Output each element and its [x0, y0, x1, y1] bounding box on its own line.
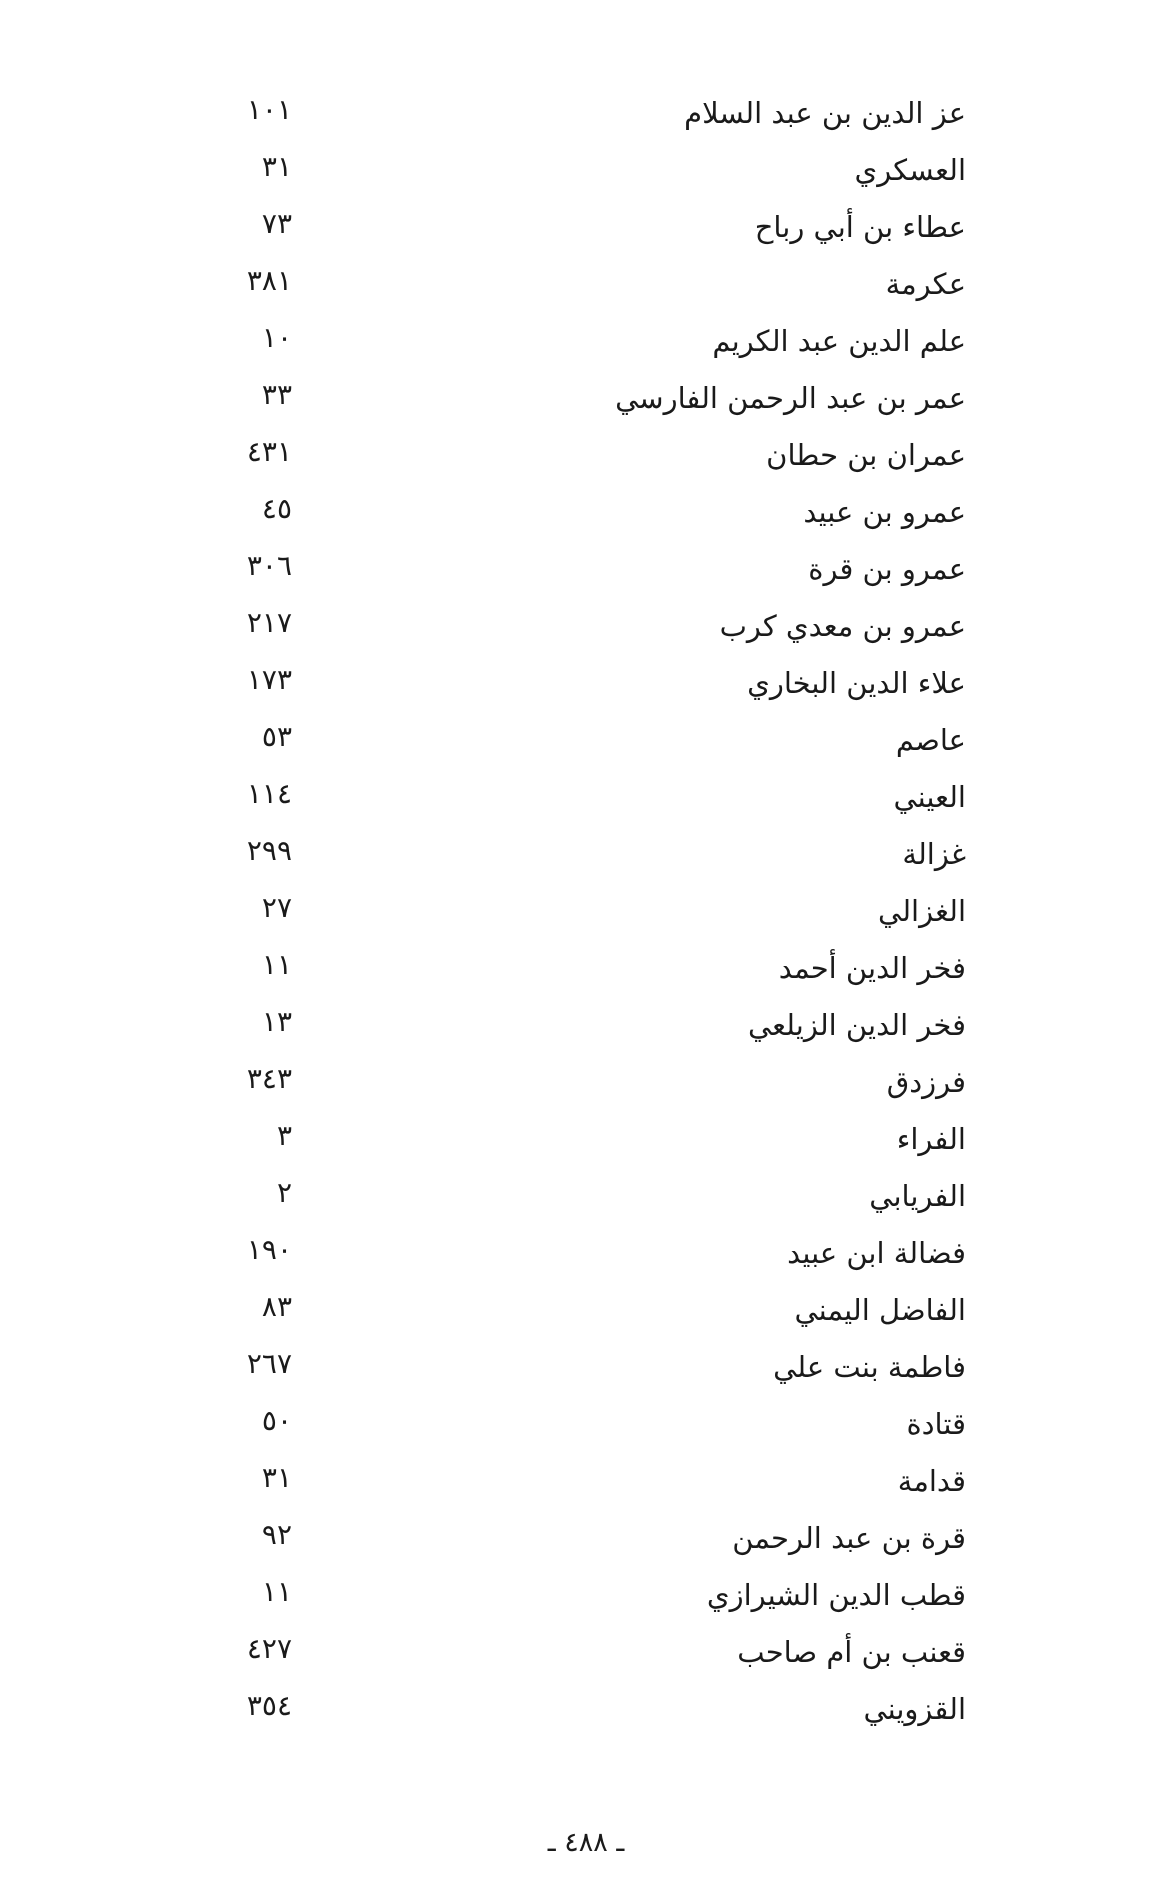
entry-page-number: ٣٠٦: [246, 549, 292, 582]
entry-page-number: ٤٥: [261, 492, 292, 525]
index-entry: [0, 1518, 1172, 1575]
entry-page-number: ٢٦٧: [246, 1347, 292, 1380]
entry-page-number: ١٧٣: [246, 663, 292, 696]
entry-page-number: ٢٧: [261, 891, 292, 924]
entry-name: العيني: [893, 780, 966, 814]
entry-page-number: ٤٣١: [246, 435, 292, 468]
index-entry: [0, 1632, 1172, 1689]
entry-page-number: ٥٣: [261, 720, 292, 753]
entry-page-number: ٣٣: [261, 378, 292, 411]
entry-name: العسكري: [854, 153, 966, 187]
index-entry: [0, 777, 1172, 834]
index-entry: [0, 492, 1172, 549]
entry-name: قتادة: [906, 1407, 966, 1441]
index-entry: [0, 435, 1172, 492]
index-entry: [0, 1347, 1172, 1404]
entry-name: عطاء بن أبي رباح: [754, 210, 966, 244]
index-entry: [0, 1176, 1172, 1233]
entry-name: قطب الدين الشيرازي: [706, 1578, 966, 1612]
entry-page-number: ٣١: [261, 150, 292, 183]
entry-page-number: ٣٥٤: [246, 1689, 292, 1722]
entry-page-number: ١١: [261, 1575, 292, 1608]
index-entry: [0, 1404, 1172, 1461]
entry-name: الفاضل اليمني: [794, 1293, 966, 1327]
entry-page-number: ٣١: [261, 1461, 292, 1494]
entry-name: القزويني: [863, 1692, 966, 1726]
entry-name: فخر الدين أحمد: [778, 951, 966, 985]
index-list: [0, 93, 1172, 1746]
entry-page-number: ١٠١: [246, 93, 292, 126]
index-entry: [0, 1461, 1172, 1518]
entry-name: فاطمة بنت علي: [773, 1350, 966, 1384]
index-entry: [0, 834, 1172, 891]
entry-name: علاء الدين البخاري: [747, 666, 966, 700]
entry-name: عمر بن عبد الرحمن الفارسي: [615, 381, 966, 415]
index-entry: [0, 321, 1172, 378]
index-entry: [0, 1689, 1172, 1746]
entry-name: قدامة: [897, 1464, 966, 1498]
entry-name: قرة بن عبد الرحمن: [732, 1521, 966, 1555]
page-folio-number: ـ ٤٨٨ ـ: [547, 1827, 625, 1858]
entry-name: عاصم: [895, 723, 966, 757]
entry-name: قعنب بن أم صاحب: [737, 1635, 966, 1669]
index-entry: [0, 948, 1172, 1005]
entry-name: الفريابي: [869, 1179, 966, 1213]
index-entry: [0, 1575, 1172, 1632]
index-entry: [0, 1290, 1172, 1347]
index-entry: [0, 93, 1172, 150]
index-entry: [0, 150, 1172, 207]
index-entry: [0, 207, 1172, 264]
entry-page-number: ١١٤: [246, 777, 292, 810]
entry-page-number: ٩٢: [261, 1518, 292, 1551]
index-entry: [0, 1005, 1172, 1062]
entry-page-number: ١٠: [261, 321, 292, 354]
index-entry: [0, 1233, 1172, 1290]
index-entry: [0, 606, 1172, 663]
entry-page-number: ٣٤٣: [246, 1062, 292, 1095]
index-entry: [0, 1119, 1172, 1176]
entry-page-number: ٤٢٧: [246, 1632, 292, 1665]
entry-name: علم الدين عبد الكريم: [712, 324, 966, 358]
index-entry: [0, 891, 1172, 948]
entry-name: فضالة ابن عبيد: [787, 1236, 966, 1270]
entry-name: عمرو بن معدي كرب: [719, 609, 966, 643]
index-entry: [0, 549, 1172, 606]
index-entry: [0, 378, 1172, 435]
entry-name: فخر الدين الزيلعي: [747, 1008, 966, 1042]
entry-page-number: ١١: [261, 948, 292, 981]
entry-page-number: ٥٠: [261, 1404, 292, 1437]
entry-name: غزالة: [902, 837, 966, 871]
index-entry: [0, 663, 1172, 720]
index-entry: [0, 720, 1172, 777]
entry-page-number: ١٩٠: [246, 1233, 292, 1266]
entry-page-number: ٢٩٩: [246, 834, 292, 867]
entry-page-number: ٢١٧: [246, 606, 292, 639]
entry-page-number: ٣٨١: [246, 264, 292, 297]
entry-page-number: ٢: [276, 1176, 292, 1209]
index-entry: [0, 1062, 1172, 1119]
entry-name: الغزالي: [878, 894, 966, 928]
entry-page-number: ١٣: [261, 1005, 292, 1038]
entry-name: عمران بن حطان: [766, 438, 966, 472]
entry-name: فرزدق: [886, 1065, 966, 1099]
entry-name: الفراء: [896, 1122, 966, 1156]
entry-name: عز الدين بن عبد السلام: [684, 96, 966, 130]
entry-page-number: ٨٣: [261, 1290, 292, 1323]
entry-page-number: ٧٣: [261, 207, 292, 240]
entry-name: عمرو بن عبيد: [803, 495, 966, 529]
entry-name: عمرو بن قرة: [808, 552, 966, 586]
index-entry: [0, 264, 1172, 321]
entry-page-number: ٣: [276, 1119, 292, 1152]
entry-name: عكرمة: [885, 267, 966, 301]
